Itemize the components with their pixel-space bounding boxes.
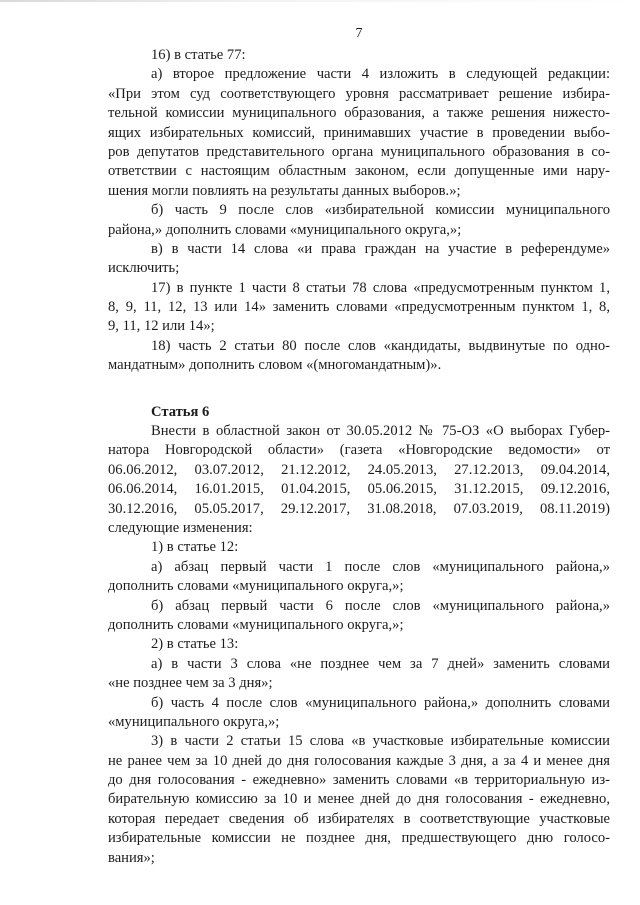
text-line: тельной комиссии муниципального образования, а также решения нижесто-	[108, 105, 610, 122]
page-number: 7	[355, 26, 363, 41]
text-line: 06.06.2014, 16.01.2015, 01.04.2015, 05.06.2015, 31.12.2015, 09.12.2016,	[108, 481, 610, 498]
text-line: мандатным» дополнить словом «(многомандатным)».	[108, 357, 442, 374]
text-line: 3) в части 2 статьи 15 слова «в участковые избирательные комиссии	[151, 733, 610, 750]
text-line: 06.06.2012, 03.07.2012, 21.12.2012, 24.05.2013, 27.12.2013, 09.04.2014,	[108, 461, 610, 478]
article-heading: Статья 6	[151, 403, 210, 420]
text-line: шения могли повлиять на результаты данных выборов.»;	[108, 182, 461, 199]
text-line: которая передает сведения об избирателях в соответствующие участковые	[108, 810, 610, 827]
text-line: не ранее чем за 10 дней до дня голосования каждые 3 дня, а за 4 и менее дня	[108, 752, 610, 769]
document-page	[108, 0, 610, 905]
text-line: 1) в статье 12:	[151, 539, 239, 556]
text-line: а) абзац первый части 1 после слов «муниципального района,»	[151, 558, 610, 575]
text-line: ответствии с настоящим областным законом, если допущенные ими нару-	[108, 163, 610, 180]
text-line: «муниципального округа,»;	[108, 713, 280, 730]
text-line: б) часть 4 после слов «муниципального района,» дополнить словами	[151, 694, 610, 711]
text-line: до дня голосования - ежедневно» заменить словами «в территориальную из-	[108, 772, 610, 789]
text-line: дополнить словами «муниципального округа,»;	[108, 616, 404, 633]
text-line: б) часть 9 после слов «избирательной комиссии муниципального	[151, 202, 610, 219]
text-line: в) в части 14 слова «и права граждан на участие в референдуме»	[151, 240, 610, 257]
text-line: исключить;	[108, 260, 180, 277]
text-line: а) в части 3 слова «не позднее чем за 7 дней» заменить словами	[151, 655, 610, 672]
text-line: натора Новгородской области» (газета «Новгородские ведомости» от	[108, 442, 610, 459]
text-line: 2) в статье 13:	[151, 636, 239, 653]
text-line: следующие изменения:	[108, 519, 253, 536]
text-line: 18) часть 2 статьи 80 после слов «кандидаты, выдвинутые по одно-	[151, 337, 610, 354]
text-line: 9, 11, 12 или 14»;	[108, 318, 215, 335]
text-line: 30.12.2016, 05.05.2017, 29.12.2017, 31.08.2018, 07.03.2019, 08.11.2019)	[108, 500, 610, 517]
text-line: дополнить словами «муниципального округа,»;	[108, 578, 404, 595]
text-line: б) абзац первый части 6 после слов «муниципального района,»	[151, 597, 610, 614]
text-line: района,» дополнить словами «муниципального округа,»;	[108, 221, 462, 238]
text-line: 8, 9, 11, 12, 13 или 14» заменить словами «предусмотренным пунктом 1, 8,	[108, 299, 610, 316]
section-spacer	[108, 376, 610, 403]
text-line: вания»;	[108, 849, 155, 866]
text-line: ров депутатов представительного органа муниципального образования в со-	[108, 143, 610, 160]
text-line: Внести в областной закон от 30.05.2012 № 75-ОЗ «О выборах Губер-	[151, 423, 610, 440]
text-line: избирательные комиссии не позднее дня, предшествующего дню голосо-	[108, 830, 610, 847]
text-line: а) второе предложение части 4 изложить в следующей редакции:	[151, 66, 610, 83]
text-line: ящих избирательных комиссий, принимавших участие в проведении выбо-	[108, 124, 610, 141]
text-line: 17) в пункте 1 части 8 статьи 78 слова «предусмотренным пунктом 1,	[151, 279, 610, 296]
text-line: бирательную комиссию за 10 и менее дней до дня голосования - ежедневно,	[108, 791, 610, 808]
text-line: «При этом суд соответствующего уровня рассматривает решение избира-	[108, 85, 610, 102]
document-body	[108, 46, 610, 868]
text-line: 16) в статье 77:	[151, 47, 246, 63]
text-line: «не позднее чем за 3 дня»;	[108, 675, 273, 692]
